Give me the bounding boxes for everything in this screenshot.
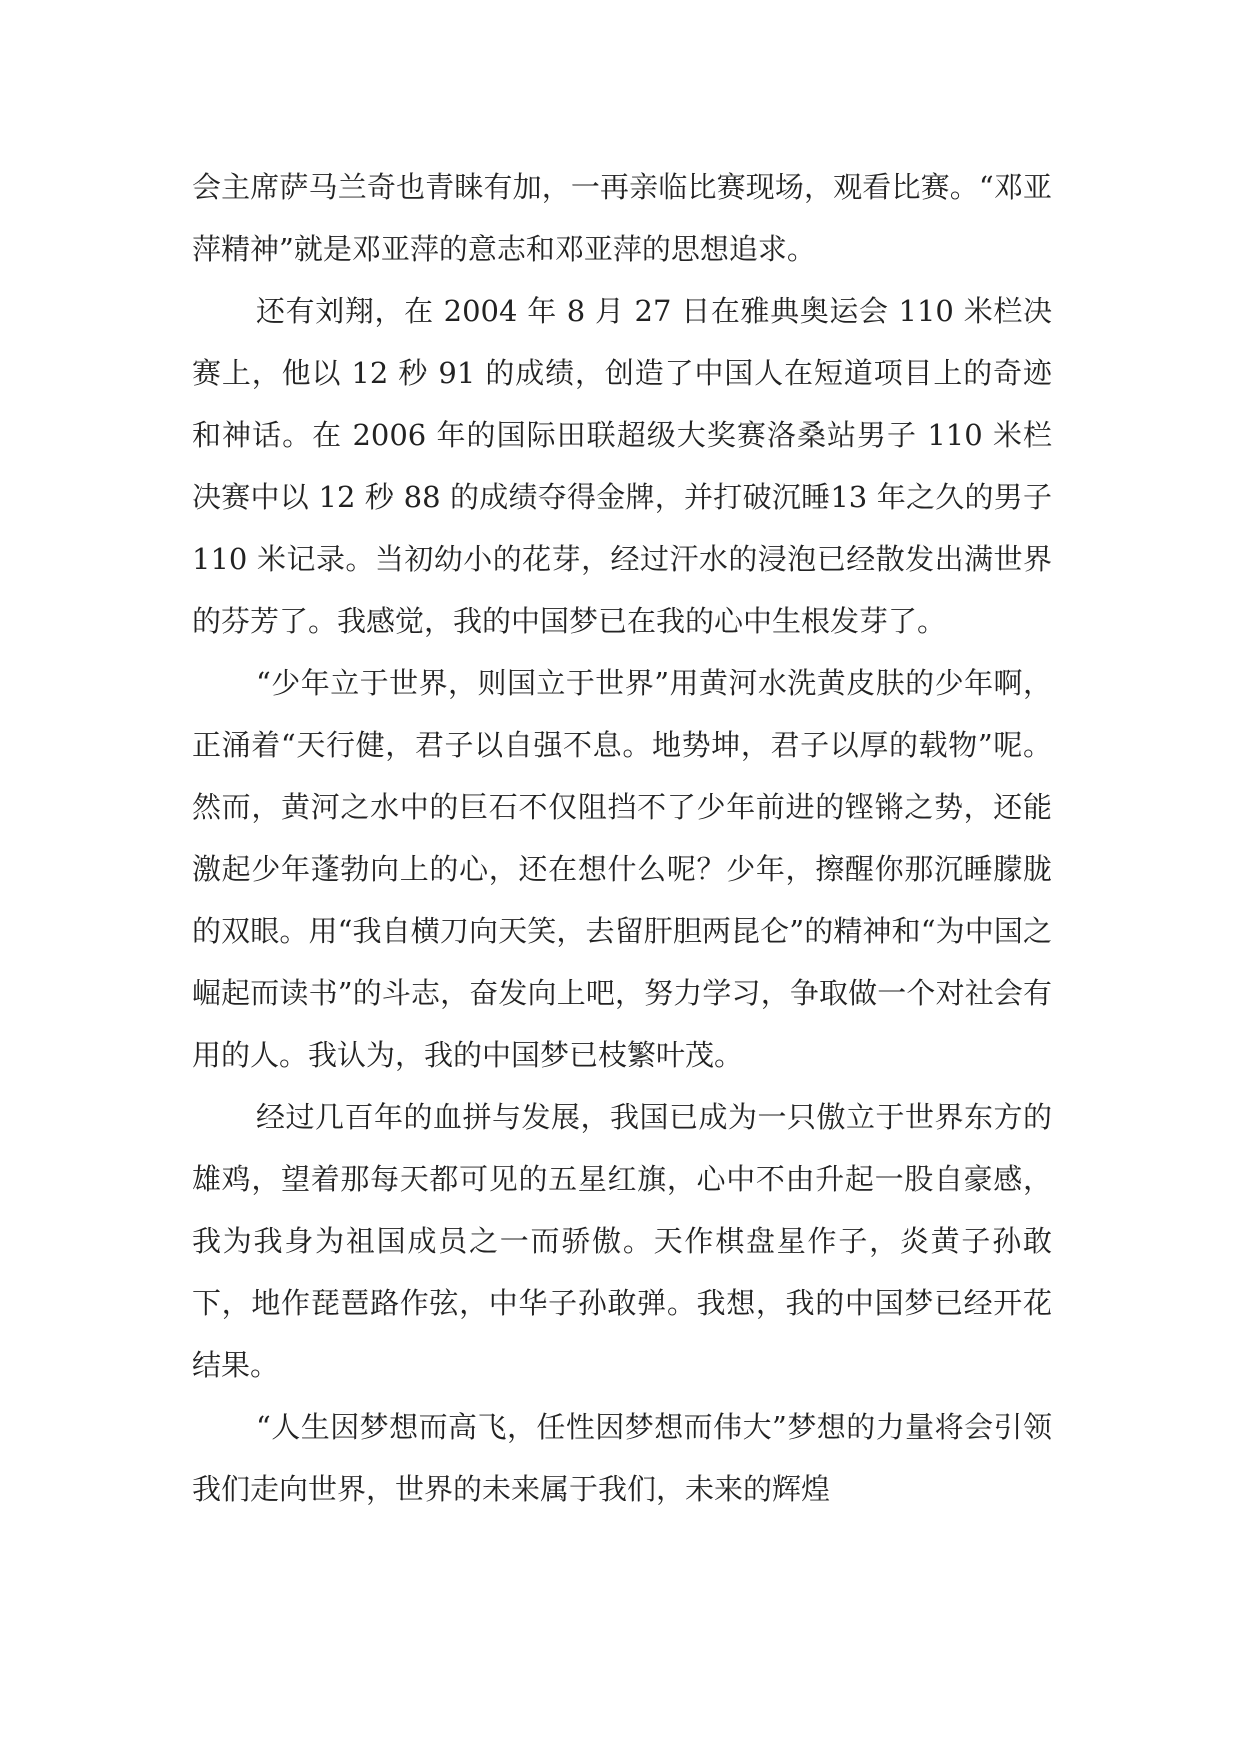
paragraph-3: “少年立于世界，则国立于世界”用黄河水洗黄皮肤的少年啊，正涌着“天行健，君子以自强不息。地势坤，君子以厚的载物”呢。然而，黄河之水中的巨石不仅阻挡不了少年前进的铿锵之势，还能激起少年蓬勃向上的心，还在想什么呢？少年，擦醒你那沉睡朦胧的双眼。用“我自横刀向天笑，去留肝胆两昆仑”的精神和“为中国之崛起而读书”的斗志，奋发向上吧，努力学习，争取做一个对社会有用的人。我认为，我的中国梦已枝繁叶茂。 xyxy=(192,666,1052,1072)
document-page xyxy=(192,156,1052,1520)
paragraph-2: 还有刘翔，在 2004 年 8 月 27 日在雅典奥运会 110 米栏决赛上，他以 12 秒 91 的成绩，创造了中国人在短道项目上的奇迹和神话。在 2006 年的国际田联超级大奖赛洛桑站男子 110 米栏决赛中以 12 秒 88 的成绩夺得金牌，并打破沉睡13 年之久的男子 110 米记录。当初幼小的花芽，经过汗水的浸泡已经散发出满世界的芬芳了。我感觉，我的中国梦已在我的心中生根发芽了。 xyxy=(192,294,1052,638)
paragraph-5: “人生因梦想而高飞，任性因梦想而伟大”梦想的力量将会引领我们走向世界，世界的未来属于我们，未来的辉煌 xyxy=(192,1410,1052,1506)
paragraph-1: 会主席萨马兰奇也青睐有加，一再亲临比赛现场，观看比赛。“邓亚萍精神”就是邓亚萍的意志和邓亚萍的思想追求。 xyxy=(192,170,1052,266)
paragraph-4: 经过几百年的血拼与发展，我国已成为一只傲立于世界东方的雄鸡，望着那每天都可见的五星红旗，心中不由升起一股自豪感，我为我身为祖国成员之一而骄傲。天作棋盘星作子，炎黄子孙敢下，地作琵琶路作弦，中华子孙敢弹。我想，我的中国梦已经开花结果。 xyxy=(192,1100,1052,1382)
